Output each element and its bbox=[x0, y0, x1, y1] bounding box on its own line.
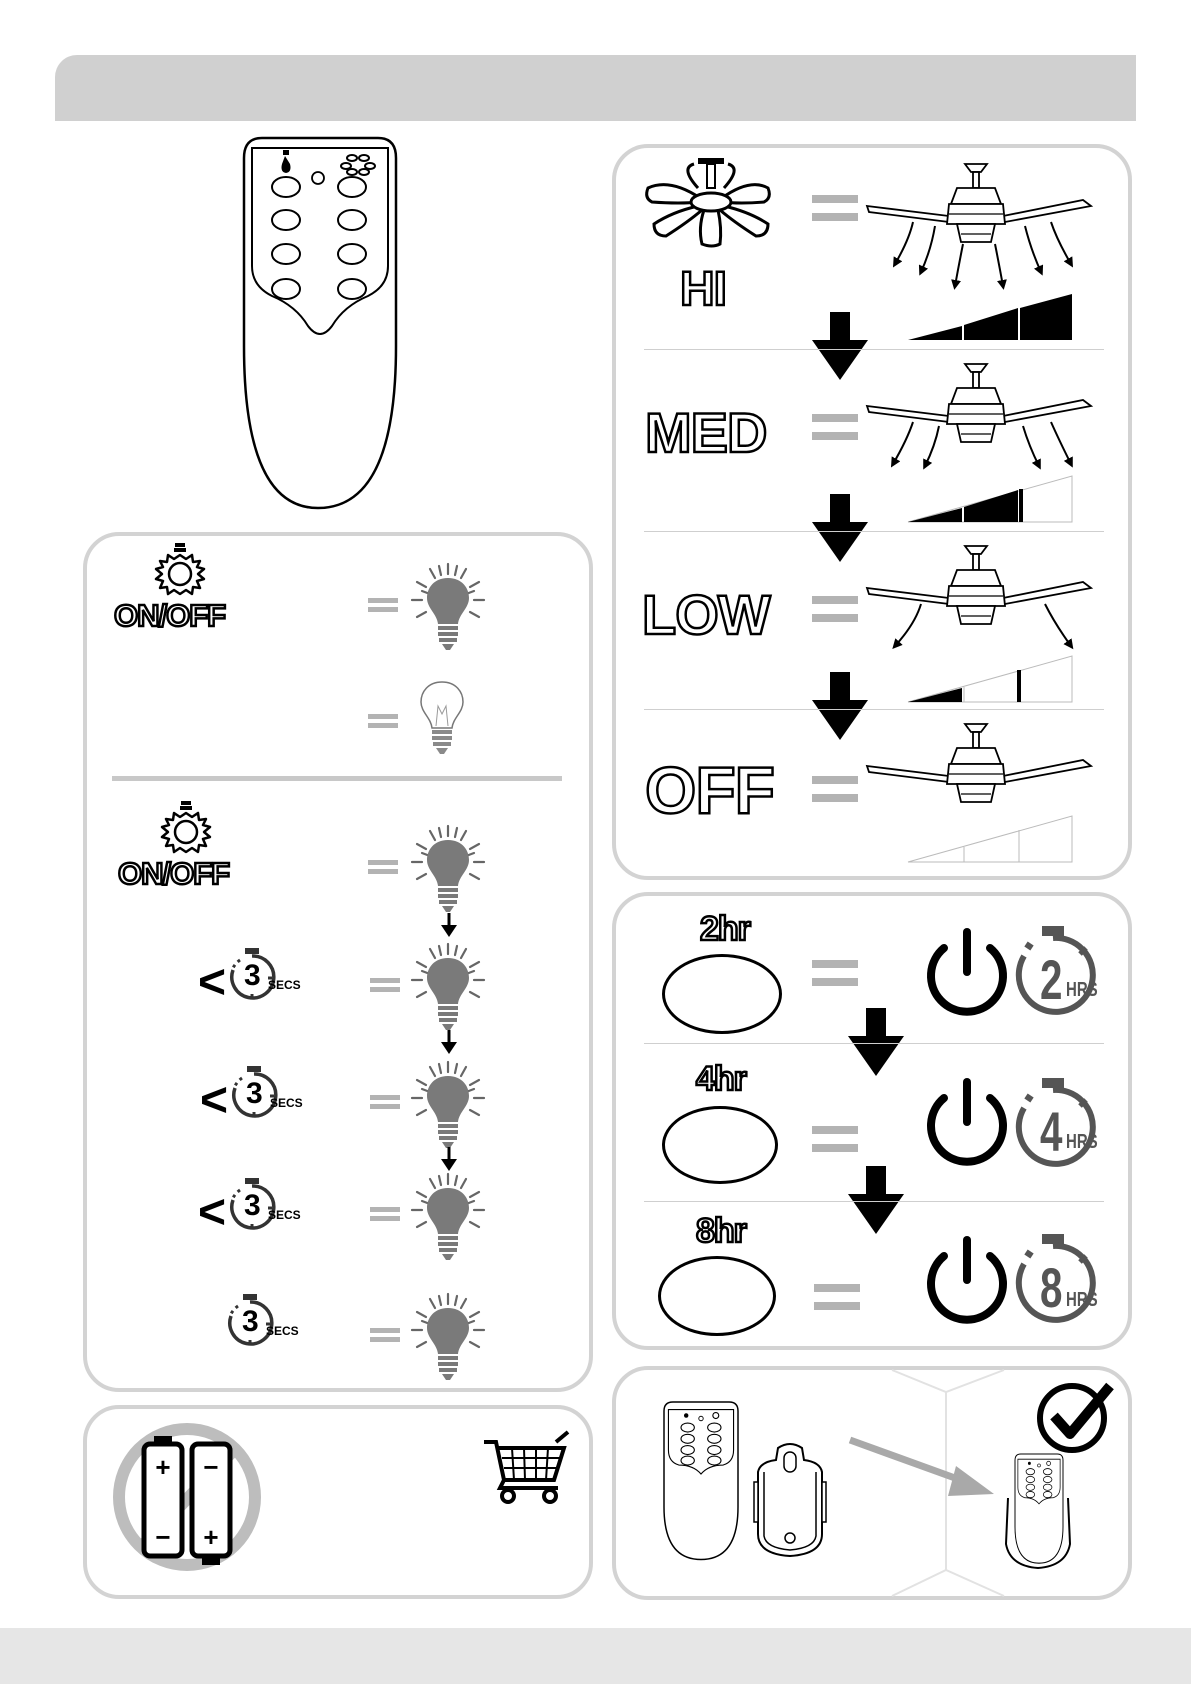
arrow-icon bbox=[848, 1432, 998, 1512]
timer-label-8hr: 8hr bbox=[696, 1212, 746, 1250]
timer-label-4hr: 4hr bbox=[696, 1060, 746, 1098]
speed-level-indicator bbox=[908, 476, 1074, 524]
footer-bar bbox=[0, 1628, 1191, 1684]
svg-text:−: − bbox=[203, 1452, 219, 1482]
timer-hours-unit: HRS bbox=[1066, 1289, 1098, 1311]
fan-icon bbox=[640, 158, 770, 248]
wall-holder-icon bbox=[750, 1442, 830, 1560]
remote-button[interactable] bbox=[272, 177, 300, 197]
remote-button[interactable] bbox=[338, 177, 366, 197]
header-bar bbox=[55, 55, 1136, 121]
no-batteries-icon bbox=[112, 1422, 262, 1572]
fan-medium-illustration bbox=[865, 360, 1105, 470]
equals-icon bbox=[814, 1284, 860, 1310]
equals-icon bbox=[812, 960, 858, 986]
divider bbox=[644, 349, 1104, 350]
down-arrow-icon bbox=[812, 312, 868, 382]
timer-hours-unit: HRS bbox=[1066, 1131, 1098, 1153]
checkmark-icon bbox=[1034, 1378, 1118, 1454]
speed-level-indicator bbox=[908, 656, 1074, 704]
divider bbox=[644, 1043, 1104, 1044]
equals-icon bbox=[370, 1095, 400, 1109]
timer-unit: SECS bbox=[268, 978, 301, 992]
fan-high-illustration bbox=[865, 160, 1105, 300]
speed-level-indicator bbox=[908, 294, 1074, 342]
equals-icon bbox=[368, 860, 398, 874]
svg-text:−: − bbox=[155, 1522, 171, 1552]
less-than-symbol: < bbox=[198, 1186, 227, 1239]
timer-hours-number: 2 bbox=[1040, 948, 1063, 1011]
equals-icon bbox=[812, 596, 858, 622]
equals-icon bbox=[368, 714, 398, 728]
divider bbox=[112, 776, 562, 781]
lit-bulb-icon bbox=[408, 940, 488, 1032]
remote-icon bbox=[664, 1402, 738, 1560]
less-than-symbol: < bbox=[200, 1074, 229, 1127]
remote-in-holder-icon bbox=[1004, 1454, 1074, 1572]
timer-8hr-button[interactable] bbox=[658, 1256, 776, 1336]
power-icon bbox=[920, 932, 1016, 1028]
lit-bulb-icon bbox=[408, 822, 488, 914]
remote-button[interactable] bbox=[338, 244, 366, 264]
lit-bulb-icon bbox=[408, 1170, 488, 1262]
unlit-bulb-icon bbox=[402, 664, 482, 756]
timer-number: 3 bbox=[242, 1305, 259, 1338]
light-sun-icon bbox=[144, 543, 216, 599]
light-control-panel bbox=[83, 532, 593, 1392]
lit-bulb-icon bbox=[408, 560, 488, 652]
fan-speed-label-med: MED bbox=[645, 401, 767, 464]
remote-button[interactable] bbox=[272, 210, 300, 230]
timer-hours-unit: HRS bbox=[1066, 979, 1098, 1001]
fan-speed-label-low: LOW bbox=[642, 583, 770, 646]
svg-text:+: + bbox=[203, 1522, 219, 1552]
fan-low-illustration bbox=[865, 542, 1105, 652]
timer-4hr-button[interactable] bbox=[662, 1106, 778, 1184]
less-than-symbol: < bbox=[198, 956, 227, 1009]
equals-icon bbox=[370, 1328, 400, 1342]
light-toggle-label: ON/OFF bbox=[114, 598, 226, 633]
remote-button[interactable] bbox=[272, 279, 300, 299]
timer-hours-number: 4 bbox=[1040, 1100, 1063, 1163]
timer-unit: SECS bbox=[266, 1324, 299, 1338]
down-arrow-icon bbox=[812, 494, 868, 564]
timer-label-2hr: 2hr bbox=[700, 910, 750, 948]
power-icon bbox=[920, 1240, 1016, 1336]
divider bbox=[644, 709, 1104, 710]
down-arrow-icon bbox=[437, 1030, 461, 1058]
light-cycle-label: ON/OFF bbox=[118, 856, 230, 891]
divider bbox=[644, 531, 1104, 532]
remote-button[interactable] bbox=[272, 244, 300, 264]
equals-icon bbox=[812, 1126, 858, 1152]
timer-number: 3 bbox=[246, 1077, 263, 1110]
remote-control-illustration bbox=[240, 136, 400, 511]
fan-speed-label-hi: HI bbox=[680, 263, 726, 316]
lit-bulb-icon bbox=[408, 1058, 488, 1150]
timer-hours-number: 8 bbox=[1040, 1256, 1063, 1319]
equals-icon bbox=[370, 978, 400, 992]
lit-bulb-icon bbox=[408, 1290, 488, 1382]
fan-speed-label-off: OFF bbox=[645, 753, 774, 827]
shopping-cart-icon bbox=[480, 1428, 570, 1504]
equals-icon bbox=[370, 1207, 400, 1221]
equals-icon bbox=[812, 195, 858, 221]
remote-button[interactable] bbox=[338, 210, 366, 230]
timer-unit: SECS bbox=[270, 1096, 303, 1110]
timer-2hr-button[interactable] bbox=[662, 954, 782, 1034]
down-arrow-icon bbox=[437, 913, 461, 941]
equals-icon bbox=[812, 776, 858, 802]
power-icon bbox=[920, 1082, 1016, 1178]
remote-button[interactable] bbox=[338, 279, 366, 299]
down-arrow-icon bbox=[812, 672, 868, 742]
timer-number: 3 bbox=[244, 1189, 261, 1222]
light-sun-icon bbox=[150, 801, 222, 857]
divider bbox=[644, 1201, 1104, 1202]
equals-icon bbox=[368, 598, 398, 612]
timer-number: 3 bbox=[244, 959, 261, 992]
timer-unit: SECS bbox=[268, 1208, 301, 1222]
equals-icon bbox=[812, 414, 858, 440]
fan-off-illustration bbox=[865, 720, 1105, 810]
svg-text:+: + bbox=[155, 1452, 171, 1482]
speed-level-indicator bbox=[908, 816, 1074, 864]
